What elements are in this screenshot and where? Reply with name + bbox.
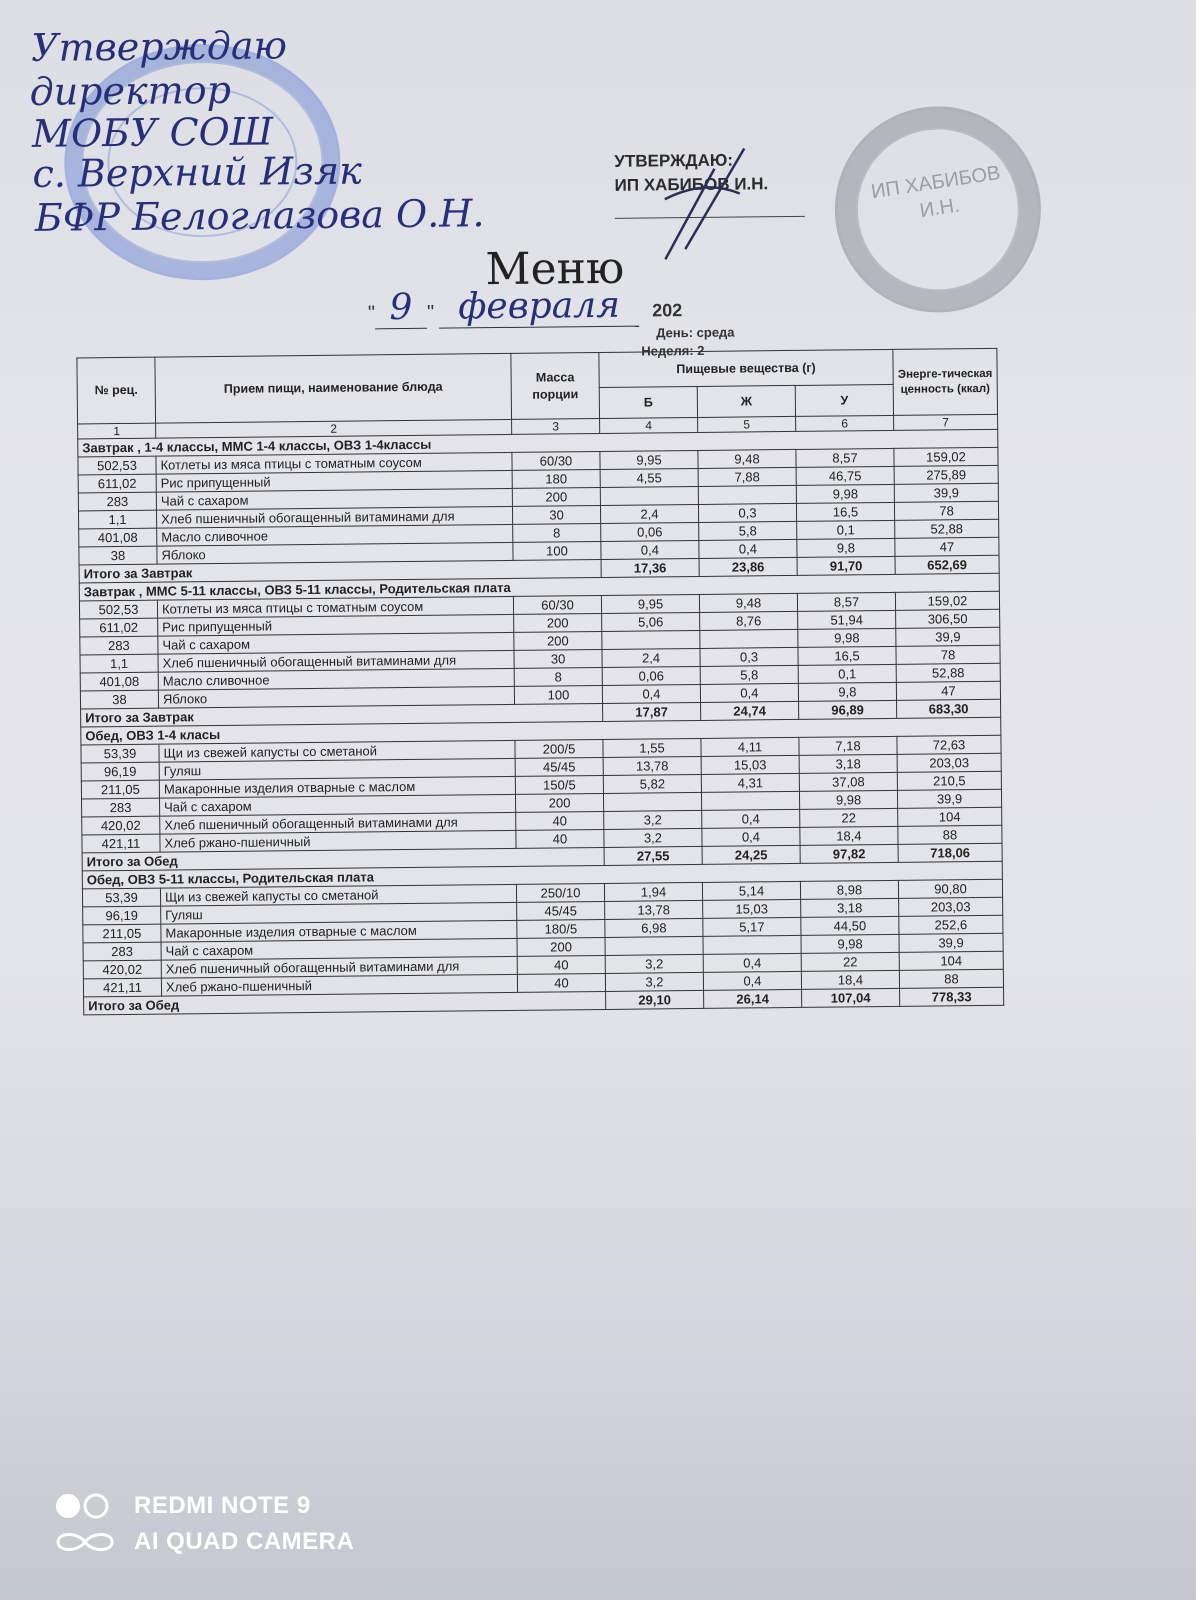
- energy: 104: [898, 807, 1002, 826]
- watermark-camera: AI QUAD CAMERA: [134, 1528, 355, 1555]
- portion-mass: 8: [513, 523, 601, 542]
- recipe-number: 96,19: [81, 762, 159, 781]
- carbs: 18,4: [800, 826, 898, 845]
- week-value: 2: [697, 342, 705, 358]
- portion-mass: 30: [514, 649, 602, 668]
- total-energy: 778,33: [900, 987, 1004, 1006]
- fats: 5,14: [702, 881, 800, 900]
- infinity-icon: [50, 1524, 120, 1560]
- portion-mass: 200: [514, 631, 602, 650]
- camera-lens-icon: [50, 1488, 120, 1524]
- proteins: [605, 936, 703, 955]
- total-energy: 652,69: [895, 555, 999, 574]
- carbs: 9,98: [796, 484, 894, 503]
- fats: 5,8: [699, 521, 797, 540]
- proteins: 2,4: [600, 504, 698, 523]
- section-title: Завтрак , 1-4 классы, ММС 1-4 классы, ОВЗ 1-4классы: [78, 429, 998, 457]
- header-name: Прием пищи, наименование блюда: [155, 353, 512, 423]
- portion-mass: 45/45: [517, 901, 605, 920]
- fats: [701, 791, 799, 810]
- page-title: Меню: [485, 242, 625, 296]
- header-mass: Масса порции: [511, 352, 600, 419]
- fats: 0,3: [698, 503, 796, 522]
- signature-mark: [644, 138, 755, 269]
- carbs: 3,18: [799, 754, 897, 773]
- proteins: 0,06: [601, 522, 699, 541]
- recipe-number: 401,08: [80, 672, 158, 691]
- total-carbs: 91,70: [797, 556, 895, 575]
- portion-mass: 180/5: [517, 919, 605, 938]
- total-fats: 26,14: [704, 989, 802, 1008]
- total-carbs: 96,89: [799, 700, 897, 719]
- portion-mass: 45/45: [515, 757, 603, 776]
- handwritten-school-line: МОБУ СОШ: [31, 109, 274, 156]
- dish-name: Хлеб пшеничный обогащенный витаминами для: [156, 506, 512, 528]
- dish-name: Чай с сахаром: [156, 488, 512, 510]
- portion-mass: 200: [515, 793, 603, 812]
- proteins: 13,78: [605, 900, 703, 919]
- energy: 203,03: [897, 753, 1001, 772]
- dish-name: Чай с сахаром: [160, 794, 516, 816]
- approval-label: УТВЕРЖДАЮ:: [614, 150, 734, 171]
- fats: 0,3: [700, 647, 798, 666]
- dish-name: Яблоко: [157, 542, 513, 564]
- total-energy: 718,06: [898, 843, 1002, 862]
- recipe-number: 611,02: [80, 618, 158, 637]
- energy: 159,02: [895, 591, 999, 610]
- dish-name: Рис припущенный: [158, 614, 514, 636]
- portion-mass: 200: [514, 613, 602, 632]
- week-label: Неделя:: [641, 343, 694, 359]
- total-proteins: 27,55: [604, 846, 702, 865]
- recipe-number: 283: [82, 798, 160, 817]
- total-label: Итого за Завтрак: [79, 559, 601, 582]
- carbs: 0,1: [797, 520, 895, 539]
- day-value: среда: [696, 324, 735, 340]
- dish-name: Хлеб пшеничный обогащенный витаминами для: [161, 956, 517, 978]
- carbs: 8,57: [797, 592, 895, 611]
- portion-mass: 200/5: [515, 739, 603, 758]
- portion-mass: 200: [512, 487, 600, 506]
- fats: 4,11: [701, 737, 799, 756]
- total-label: Итого за Завтрак: [81, 703, 603, 726]
- dish-name: Макаронные изделия отварные с маслом: [159, 776, 515, 798]
- stamp-text: ИП ХАБИБОВ И.Н.: [869, 161, 1002, 223]
- date-line: " 9 " февраля 202: [367, 284, 683, 329]
- portion-mass: 180: [512, 469, 600, 488]
- proteins: 3,2: [604, 828, 702, 847]
- portion-mass: 40: [517, 973, 605, 992]
- energy: 52,88: [896, 663, 1000, 682]
- total-label: Итого за Обед: [82, 847, 604, 870]
- fats: [700, 629, 798, 648]
- proteins: 0,06: [602, 666, 700, 685]
- col-number: 5: [698, 416, 796, 432]
- proteins: 6,98: [605, 918, 703, 937]
- recipe-number: 283: [80, 636, 158, 655]
- fats: 15,03: [701, 755, 799, 774]
- recipe-number: 283: [83, 942, 161, 961]
- carbs: 9,98: [798, 628, 896, 647]
- portion-mass: 60/30: [512, 451, 600, 470]
- header-rec: № рец.: [77, 357, 156, 424]
- proteins: [603, 792, 701, 811]
- dish-name: Гуляш: [159, 758, 515, 780]
- company-stamp: [834, 105, 1042, 313]
- portion-mass: 150/5: [515, 775, 603, 794]
- recipe-number: 96,19: [83, 906, 161, 925]
- dish-name: Котлеты из мяса птицы с томатным соусом: [157, 596, 513, 618]
- fats: 0,4: [702, 827, 800, 846]
- dish-name: Хлеб ржано-пшеничный: [161, 974, 517, 996]
- col-number: 1: [78, 423, 156, 439]
- dish-name: Щи из свежей капусты со сметаной: [159, 740, 515, 762]
- recipe-number: 421,11: [83, 978, 161, 997]
- carbs: 16,5: [798, 646, 896, 665]
- fats: 4,31: [701, 773, 799, 792]
- proteins: 1,94: [604, 882, 702, 901]
- carbs: 22: [800, 808, 898, 827]
- proteins: 0,4: [601, 540, 699, 559]
- carbs: 7,18: [799, 736, 897, 755]
- fats: [698, 485, 796, 504]
- recipe-number: 211,05: [81, 780, 159, 799]
- dish-name: Котлеты из мяса птицы с томатным соусом: [156, 452, 512, 474]
- fats: 9,48: [698, 449, 796, 468]
- carbs: 37,08: [799, 772, 897, 791]
- recipe-number: 283: [78, 492, 156, 511]
- carbs: 22: [801, 952, 899, 971]
- col-number: 6: [796, 415, 894, 431]
- portion-mass: 100: [513, 541, 601, 560]
- proteins: 3,2: [604, 810, 702, 829]
- recipe-number: 502,53: [79, 600, 157, 619]
- dish-name: Чай с сахаром: [158, 632, 514, 654]
- energy: 52,88: [895, 519, 999, 538]
- portion-mass: 40: [516, 811, 604, 830]
- menu-body: [78, 429, 1004, 1015]
- handwritten-position-line: директор: [29, 67, 232, 114]
- energy: 275,89: [894, 465, 998, 484]
- dish-name: Макаронные изделия отварные с маслом: [161, 920, 517, 942]
- portion-mass: 8: [514, 667, 602, 686]
- total-label: Итого за Обед: [84, 991, 606, 1014]
- handwritten-signature-line: БФР Белоглазова О.Н.: [34, 191, 485, 240]
- total-fats: 24,25: [702, 845, 800, 864]
- total-fats: 24,74: [701, 701, 799, 720]
- recipe-number: 502,53: [78, 456, 156, 475]
- header-fats: Ж: [697, 385, 795, 417]
- recipe-number: 53,39: [82, 888, 160, 907]
- proteins: [602, 630, 700, 649]
- approver-name: ИП ХАБИБОВ И.Н.: [614, 174, 769, 195]
- dish-name: Хлеб пшеничный обогащенный витаминами для: [160, 812, 516, 834]
- fats: 0,4: [700, 683, 798, 702]
- fats: [703, 935, 801, 954]
- energy: 39,9: [897, 789, 1001, 808]
- energy: 90,80: [898, 879, 1002, 898]
- total-energy: 683,30: [897, 699, 1001, 718]
- dish-name: Хлеб пшеничный обогащенный витаминами для: [158, 650, 514, 672]
- energy: 203,03: [899, 897, 1003, 916]
- recipe-number: 1,1: [78, 510, 156, 529]
- portion-mass: 250/10: [516, 883, 604, 902]
- proteins: 2,4: [602, 648, 700, 667]
- date-month: февраля: [439, 285, 639, 329]
- proteins: 5,06: [602, 612, 700, 631]
- header-proteins: Б: [599, 386, 697, 418]
- total-proteins: 17,87: [603, 702, 701, 721]
- dish-name: Гуляш: [161, 902, 517, 924]
- energy: 39,9: [896, 627, 1000, 646]
- fats: 9,48: [699, 593, 797, 612]
- col-number: 2: [156, 419, 512, 438]
- energy: 104: [899, 951, 1003, 970]
- energy: 306,50: [896, 609, 1000, 628]
- total-proteins: 29,10: [606, 990, 704, 1009]
- menu-table: [76, 348, 1004, 1016]
- header-carbs: У: [795, 384, 893, 416]
- handwritten-approve-line: Утверждаю: [30, 23, 288, 70]
- total-carbs: 107,04: [802, 988, 900, 1007]
- proteins: 4,55: [600, 468, 698, 487]
- recipe-number: 401,08: [79, 528, 157, 547]
- dish-name: Масло сливочное: [157, 524, 513, 546]
- recipe-number: 420,02: [83, 960, 161, 979]
- dish-name: Чай с сахаром: [161, 938, 517, 960]
- fats: 0,4: [703, 953, 801, 972]
- proteins: 9,95: [601, 594, 699, 613]
- fats: 7,88: [698, 467, 796, 486]
- carbs: 9,8: [798, 682, 896, 701]
- energy: 159,02: [894, 447, 998, 466]
- handwritten-village-line: с. Верхний Изяк: [32, 148, 363, 196]
- recipe-number: 420,02: [82, 816, 160, 835]
- carbs: 8,57: [796, 448, 894, 467]
- carbs: 44,50: [801, 916, 899, 935]
- fats: 8,76: [700, 611, 798, 630]
- energy: 39,9: [894, 483, 998, 502]
- recipe-number: 211,05: [83, 924, 161, 943]
- proteins: 13,78: [603, 756, 701, 775]
- date-day: 9: [375, 287, 427, 330]
- proteins: 3,2: [605, 972, 703, 991]
- carbs: 46,75: [796, 466, 894, 485]
- recipe-number: 38: [80, 690, 158, 709]
- carbs: 9,8: [797, 538, 895, 557]
- fats: 0,4: [703, 971, 801, 990]
- carbs: 9,98: [801, 934, 899, 953]
- section-title: Завтрак , ММС 5-11 классы, ОВЗ 5-11 классы, Родительская плата: [79, 573, 999, 601]
- total-fats: 23,86: [699, 557, 797, 576]
- day-label: День:: [656, 325, 694, 341]
- header-nutrients: Пищевые вещества (г): [599, 349, 893, 387]
- proteins: [600, 486, 698, 505]
- fats: 0,4: [702, 809, 800, 828]
- camera-watermark: [50, 1488, 354, 1560]
- fats: 15,03: [703, 899, 801, 918]
- portion-mass: 200: [517, 937, 605, 956]
- watermark-model: REDMI NOTE 9: [134, 1492, 311, 1519]
- energy: 47: [895, 537, 999, 556]
- portion-mass: 30: [512, 505, 600, 524]
- carbs: 8,98: [800, 880, 898, 899]
- carbs: 3,18: [801, 898, 899, 917]
- carbs: 18,4: [801, 970, 899, 989]
- dish-name: Щи из свежей капусты со сметаной: [160, 884, 516, 906]
- portion-mass: 40: [517, 955, 605, 974]
- section-title: Обед, ОВЗ 1-4 класы: [81, 717, 1001, 745]
- fats: 5,8: [700, 665, 798, 684]
- dish-name: Яблоко: [158, 686, 514, 708]
- section-title: Обед, ОВЗ 5-11 классы, Родительская плата: [82, 861, 1002, 889]
- recipe-number: 38: [79, 546, 157, 565]
- proteins: 3,2: [605, 954, 703, 973]
- proteins: 1,55: [603, 738, 701, 757]
- proteins: 9,95: [600, 450, 698, 469]
- energy: 88: [898, 825, 1002, 844]
- header-energy: Энерге-тическая ценность (ккал): [893, 348, 998, 415]
- energy: 78: [896, 645, 1000, 664]
- fats: 5,17: [703, 917, 801, 936]
- energy: 47: [896, 681, 1000, 700]
- recipe-number: 1,1: [80, 654, 158, 673]
- col-number: 7: [894, 414, 998, 430]
- energy: 72,63: [897, 735, 1001, 754]
- date-year: 202: [652, 300, 683, 321]
- proteins: 5,82: [603, 774, 701, 793]
- energy: 252,6: [899, 915, 1003, 934]
- fats: 0,4: [699, 539, 797, 558]
- recipe-number: 421,11: [82, 834, 160, 853]
- dish-name: Масло сливочное: [158, 668, 514, 690]
- total-carbs: 97,82: [800, 844, 898, 863]
- dish-name: Рис припущенный: [156, 470, 512, 492]
- energy: 88: [899, 969, 1003, 988]
- recipe-number: 611,02: [78, 474, 156, 493]
- carbs: 9,98: [799, 790, 897, 809]
- portion-mass: 40: [516, 829, 604, 848]
- dish-name: Хлеб ржано-пшеничный: [160, 830, 516, 852]
- carbs: 51,94: [798, 610, 896, 629]
- recipe-number: 53,39: [81, 744, 159, 763]
- total-proteins: 17,36: [601, 558, 699, 577]
- carbs: 0,1: [798, 664, 896, 683]
- portion-mass: 100: [514, 685, 602, 704]
- portion-mass: 60/30: [513, 595, 601, 614]
- energy: 78: [894, 501, 998, 520]
- col-number: 3: [512, 418, 600, 434]
- energy: 210,5: [897, 771, 1001, 790]
- col-number: 4: [600, 417, 698, 433]
- proteins: 0,4: [602, 684, 700, 703]
- energy: 39,9: [899, 933, 1003, 952]
- carbs: 16,5: [796, 502, 894, 521]
